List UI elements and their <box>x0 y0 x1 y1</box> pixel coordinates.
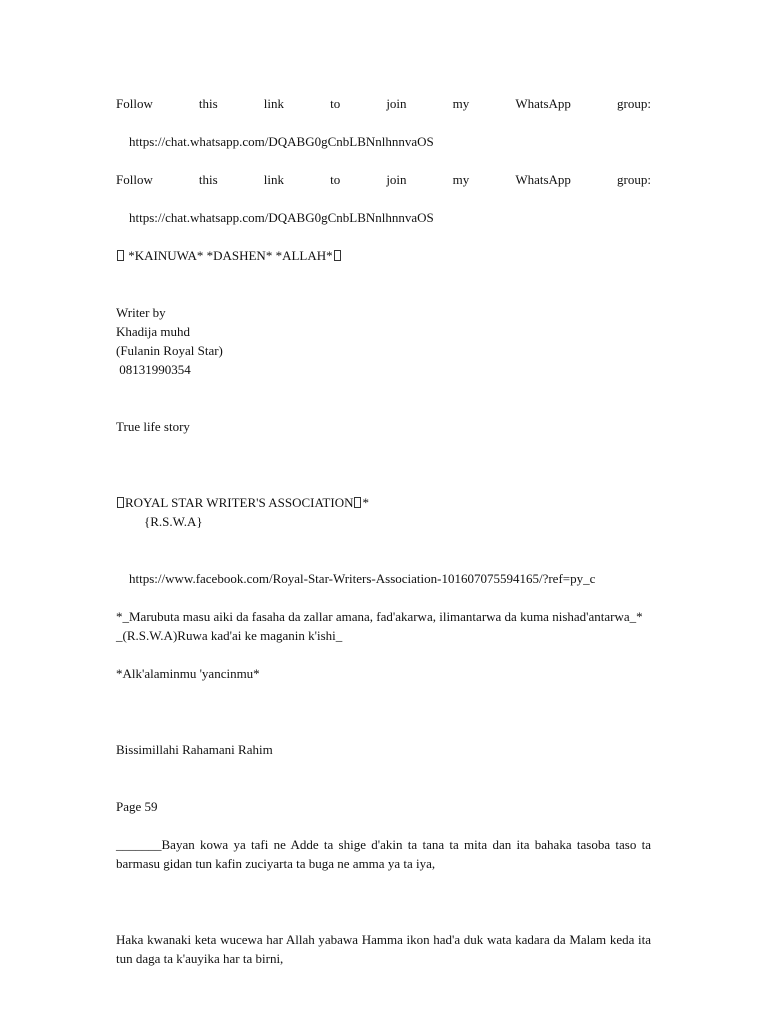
follow-word: join <box>386 96 407 111</box>
follow-word: link <box>263 172 285 187</box>
writer-label: Writer by <box>116 305 166 320</box>
whatsapp-group-link[interactable]: https://chat.whatsapp.com/DQABG0gCnbLBNnlhnnvaOS <box>129 210 434 225</box>
bismillah: Bissimillahi Rahamani Rahim <box>116 742 273 757</box>
missing-glyph-icon <box>117 250 124 261</box>
association-slogan: _(R.S.W.A)Ruwa kad'ai ke maganin k'ishi_ <box>116 628 343 643</box>
follow-word: join <box>386 172 407 187</box>
follow-word: group: <box>617 172 651 187</box>
association-name-line <box>116 493 651 512</box>
follow-word: my <box>452 172 470 187</box>
story-title-text: *KAINUWA* *DASHEN* *ALLAH* <box>128 248 333 263</box>
facebook-link[interactable]: https://www.facebook.com/Royal-Star-Writers-Association-101607075594165/?ref=py_c <box>129 571 596 586</box>
missing-glyph-icon <box>334 250 341 261</box>
story-paragraph: _______Bayan kowa ya tafi ne Adde ta shige d'akin ta tana ta mita dan ita bahaka tasoba taso ta barmasu gidan tun kafin zuciyarta ta buga ne amma ya ta iya, <box>116 837 651 871</box>
follow-word: my <box>452 96 470 111</box>
follow-word: link <box>263 96 285 111</box>
follow-word: Follow <box>116 96 153 111</box>
follow-word: WhatsApp <box>515 96 571 111</box>
association-abbr: {R.S.W.A} <box>144 514 203 529</box>
association-name: ROYAL STAR WRITER'S ASSOCIATION <box>125 495 354 510</box>
whatsapp-follow-line <box>116 94 651 113</box>
spacer <box>116 436 651 493</box>
follow-word: WhatsApp <box>515 172 571 187</box>
story-title <box>116 246 651 265</box>
writer-alias: (Fulanin Royal Star) <box>116 343 223 358</box>
association-motto: *_Marubuta masu aiki da fasaha da zallar amana, fad'akarwa, ilimantarwa da kuma nishad'antarwa_* <box>116 609 643 624</box>
spacer <box>116 265 651 303</box>
follow-word: this <box>198 172 218 187</box>
greeting: *Alk'alaminmu 'yancinmu* <box>116 666 260 681</box>
missing-glyph-icon <box>117 497 124 508</box>
spacer <box>116 683 651 740</box>
spacer <box>116 759 651 797</box>
spacer <box>116 873 651 930</box>
writer-name: Khadija muhd <box>116 324 191 339</box>
follow-word: this <box>198 96 218 111</box>
follow-word: group: <box>617 96 651 111</box>
spacer <box>116 645 651 664</box>
association-suffix: * <box>362 495 369 510</box>
page-number: Page 59 <box>116 799 158 814</box>
follow-word: to <box>330 96 341 111</box>
whatsapp-group-link[interactable]: https://chat.whatsapp.com/DQABG0gCnbLBNnlhnnvaOS <box>129 134 434 149</box>
facebook-link-line <box>116 550 651 607</box>
whatsapp-follow-line <box>116 170 651 189</box>
follow-word: Follow <box>116 172 153 187</box>
follow-word: to <box>330 172 341 187</box>
spacer <box>116 816 651 835</box>
story-paragraph: Haka kwanaki keta wucewa har Allah yabawa Hamma ikon had'a duk wata kadara da Malam keda ita tun daga ta k'auyika har ta birni, <box>116 932 651 966</box>
spacer <box>116 379 651 417</box>
writer-phone: 08131990354 <box>116 362 191 377</box>
missing-glyph-icon <box>354 497 361 508</box>
story-type: True life story <box>116 419 190 434</box>
whatsapp-link-line <box>116 113 651 170</box>
whatsapp-link-line <box>116 189 651 246</box>
spacer <box>116 531 651 550</box>
document-page <box>116 94 651 968</box>
